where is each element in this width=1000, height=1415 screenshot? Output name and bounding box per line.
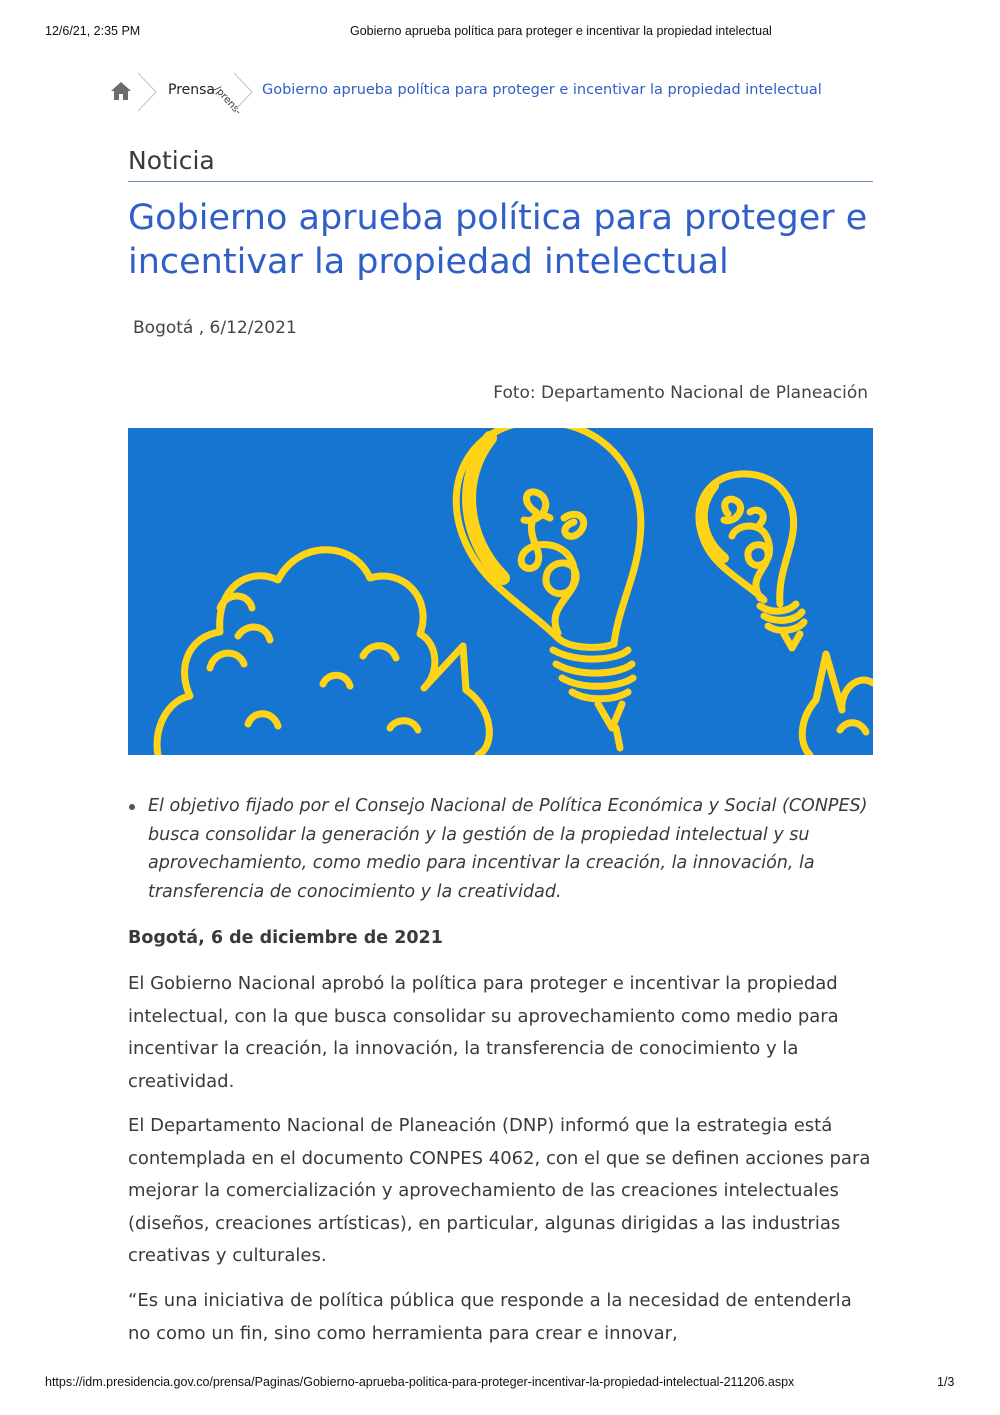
chevron-right-icon [136, 72, 158, 112]
chevron-right-icon [232, 72, 254, 112]
dateline: Bogotá, 6 de diciembre de 2021 [128, 928, 443, 948]
print-url: https://idm.presidencia.gov.co/prensa/Paginas/Gobierno-aprueba-politica-para-proteger-incentivar-la-propiedad-intelectual-211206.aspx [45, 1375, 795, 1389]
section-divider [128, 181, 873, 182]
paragraph: “Es una iniciativa de política pública que responde a la necesidad de entenderla no como un fin, sino como herramienta para crear e innovar, [128, 1290, 852, 1344]
page-title: Gobierno aprueba política para proteger e incentivar la propiedad intelectual [128, 198, 868, 282]
bullet-icon [129, 804, 135, 810]
summary-text: El objetivo fijado por el Consejo Nacional de Política Económica y Social (CONPES) busca consolidar la generación y la gestión de la propiedad intelectual y su aprovechamiento, como medio para incentivar la creación, la innovación, la transferencia de conocimiento y la creatividad. [148, 796, 868, 902]
article-date: Bogotá , 6/12/2021 [133, 318, 297, 338]
list-item [128, 792, 873, 906]
section-label: Noticia [128, 146, 215, 175]
breadcrumb [108, 72, 888, 118]
print-header [0, 24, 1000, 42]
summary-list [128, 792, 873, 906]
paragraph: El Departamento Nacional de Planeación (DNP) informó que la estrategia está contemplada en el documento CONPES 4062, con el que se definen acciones para mejorar la comercialización y aprovechamiento de las creaciones intelectuales (diseños, creaciones artísticas), en particular, algunas dirigidas a las industrias creativas y culturales. [128, 1115, 871, 1266]
breadcrumb-item-prensa[interactable]: Prensa [168, 82, 216, 98]
breadcrumb-current[interactable]: Gobierno aprueba política para proteger e incentivar la propiedad intelectual [262, 82, 822, 98]
lightbulbs-and-clouds-illustration [128, 428, 873, 755]
print-datetime: 12/6/21, 2:35 PM [45, 24, 141, 38]
print-page-number: 1/3 [937, 1375, 955, 1389]
photo-credit: Foto: Departamento Nacional de Planeación [493, 383, 868, 403]
paragraph: El Gobierno Nacional aprobó la política para proteger e incentivar la propiedad intelectual, con la que busca consolidar su aprovechamiento como medio para incentivar la creación, la innovación, la transferencia de conocimiento y la creatividad. [128, 973, 839, 1092]
print-page-title: Gobierno aprueba política para proteger e incentivar la propiedad intelectual [350, 24, 772, 38]
print-footer [0, 1375, 1000, 1393]
home-icon[interactable] [110, 80, 132, 102]
breadcrumb-slug: /prens- [211, 84, 244, 118]
hero-image [128, 428, 873, 755]
